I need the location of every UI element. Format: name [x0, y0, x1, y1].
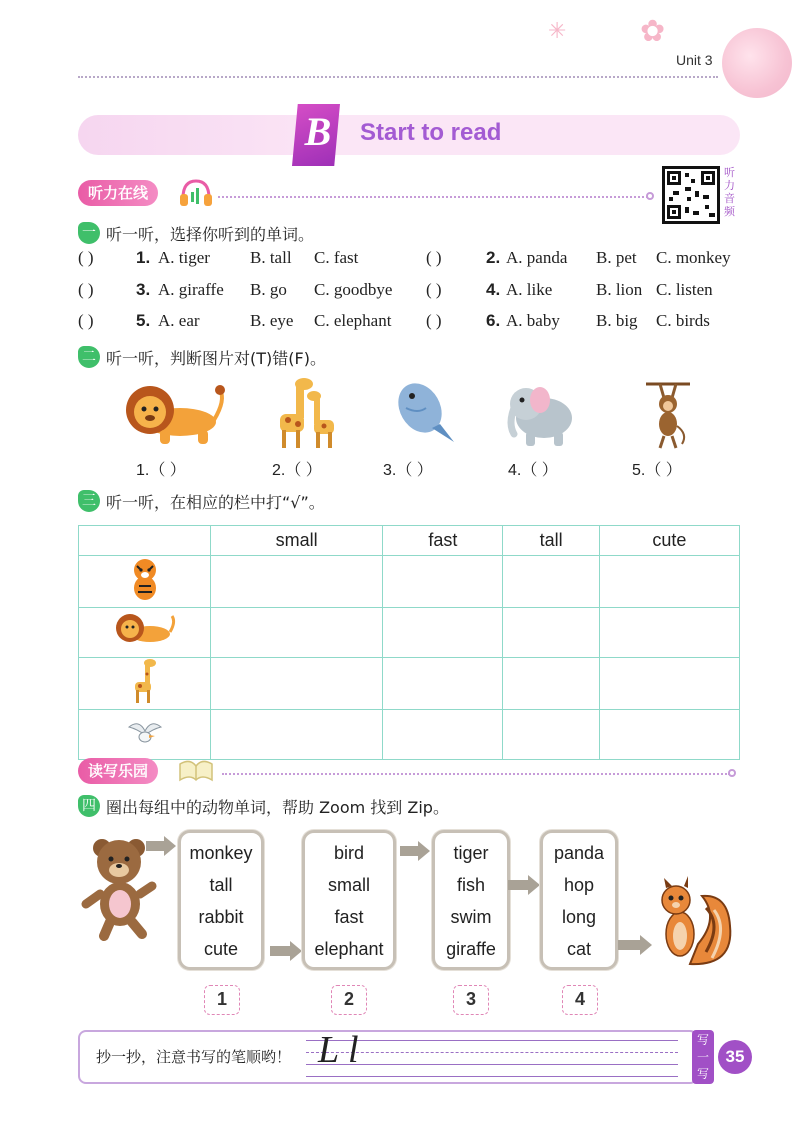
question-instruction: 听一听，选择你听到的单词。 — [106, 225, 315, 244]
giraffe-icon — [129, 658, 161, 704]
divider-dot — [646, 192, 654, 200]
arrow-icon — [618, 940, 642, 950]
word-option[interactable]: fish — [456, 875, 485, 895]
option-b[interactable]: B. eye — [250, 311, 294, 330]
option-b[interactable]: B. big — [596, 311, 638, 330]
tick-cell[interactable] — [211, 710, 383, 760]
headphones-icon — [178, 178, 214, 208]
qr-caption: 听力音频 — [724, 166, 735, 218]
question-number: 一 — [78, 222, 100, 244]
item-number: 4. — [486, 280, 501, 299]
column-header: cute — [599, 526, 739, 556]
option-a[interactable]: A. panda — [506, 248, 568, 267]
word-option[interactable]: long — [561, 907, 597, 927]
answer-paren[interactable]: ( ) — [426, 311, 442, 330]
copy-instruction: 抄一抄，注意书写的笔顺哟！ — [96, 1048, 292, 1066]
tick-cell[interactable] — [211, 608, 383, 658]
bird-icon — [127, 717, 163, 747]
answer-paren[interactable]: ( ) — [426, 248, 442, 267]
word-option[interactable]: bird — [333, 843, 364, 863]
book-icon — [176, 756, 216, 784]
question-instruction: 听一听，在相应的栏中打“√”。 — [106, 493, 325, 512]
qr-pattern-icon — [665, 169, 717, 221]
answer-paren[interactable]: ( ) — [78, 248, 94, 267]
fish-icon — [392, 378, 458, 450]
word-box — [540, 830, 618, 970]
word-option[interactable]: rabbit — [198, 907, 244, 927]
group-number: 4 — [562, 985, 598, 1015]
row-picture — [79, 556, 211, 608]
unit-label: Unit 3 — [676, 52, 713, 68]
model-letters: L l — [318, 1029, 359, 1071]
flower-decoration: ✿ — [640, 15, 666, 48]
question-number: 三 — [78, 490, 100, 512]
divider-dot — [728, 769, 736, 777]
page-number: 35 — [718, 1040, 752, 1074]
question-number: 二 — [78, 346, 100, 368]
tick-cell[interactable] — [211, 556, 383, 608]
row-picture — [79, 710, 211, 760]
qr-code[interactable] — [662, 166, 720, 224]
question-number: 四 — [78, 795, 100, 817]
group-number: 2 — [331, 985, 367, 1015]
answer-blank[interactable]: 4.（ ） — [508, 462, 558, 479]
answer-blank[interactable]: 3.（ ） — [383, 462, 433, 479]
lion-icon — [120, 380, 230, 448]
word-option[interactable]: giraffe — [446, 939, 496, 959]
section-divider — [218, 196, 648, 198]
tiger-icon — [125, 556, 165, 602]
answer-paren[interactable]: ( ) — [78, 280, 94, 299]
option-c[interactable]: C. fast — [314, 248, 359, 267]
word-option[interactable]: small — [327, 875, 370, 895]
tick-cell[interactable] — [503, 556, 599, 608]
decorative-blob — [722, 28, 792, 98]
arrow-icon — [146, 841, 166, 851]
tick-cell[interactable] — [383, 556, 503, 608]
tick-cell[interactable] — [503, 710, 599, 760]
row-picture — [79, 608, 211, 658]
word-option[interactable]: elephant — [314, 939, 384, 959]
banner-title: Start to read — [360, 119, 502, 146]
word-box — [432, 830, 510, 970]
word-option[interactable]: fast — [334, 907, 364, 927]
word-option[interactable]: tiger — [453, 843, 489, 863]
item-number: 1. — [136, 248, 151, 267]
word-box — [302, 830, 396, 970]
answer-blank[interactable]: 1.（ ） — [136, 462, 186, 479]
arrow-icon — [270, 946, 292, 956]
answer-paren[interactable]: ( ) — [78, 311, 94, 330]
word-option[interactable]: cat — [566, 939, 591, 959]
option-a[interactable]: A. like — [506, 280, 553, 299]
tick-cell[interactable] — [211, 658, 383, 710]
question-instruction: 听一听，判断图片对(T)错(F)。 — [106, 349, 326, 368]
option-c[interactable]: C. monkey — [656, 248, 731, 267]
word-option[interactable]: monkey — [189, 843, 253, 863]
column-header: tall — [503, 526, 599, 556]
option-c[interactable]: C. listen — [656, 280, 713, 299]
group-number: 1 — [204, 985, 240, 1015]
reading-tag: 读写乐园 — [78, 758, 158, 784]
section-divider — [222, 773, 730, 775]
word-option[interactable]: cute — [203, 939, 239, 959]
word-option[interactable]: tall — [209, 875, 233, 895]
squirrel-zip-icon — [650, 874, 736, 974]
option-c[interactable]: C. birds — [656, 311, 710, 330]
option-c[interactable]: C. goodbye — [314, 280, 393, 299]
tick-cell[interactable] — [599, 658, 739, 710]
option-b[interactable]: B. tall — [250, 248, 292, 267]
row-picture — [79, 658, 211, 710]
item-number: 3. — [136, 280, 151, 299]
arrow-icon — [508, 880, 530, 890]
tick-cell[interactable] — [599, 710, 739, 760]
answer-blank[interactable]: 2.（ ） — [272, 462, 322, 479]
lion-icon — [112, 610, 178, 650]
tick-table — [78, 525, 740, 760]
question-instruction: 圈出每组中的动物单词，帮助 Zoom 找到 Zip。 — [106, 798, 449, 817]
word-option[interactable]: hop — [563, 875, 595, 895]
section-letter: B — [304, 109, 332, 154]
write-tab: 写一写 — [692, 1030, 714, 1084]
column-header: small — [211, 526, 383, 556]
giraffes-icon — [270, 374, 346, 450]
tick-cell[interactable] — [503, 608, 599, 658]
tick-cell[interactable] — [599, 608, 739, 658]
item-number: 6. — [486, 311, 501, 330]
option-b[interactable]: B. go — [250, 280, 287, 299]
arrow-icon — [400, 846, 420, 856]
option-b[interactable]: B. pet — [596, 248, 637, 267]
option-a[interactable]: A. ear — [158, 311, 200, 330]
tick-cell[interactable] — [383, 658, 503, 710]
tick-cell[interactable] — [503, 658, 599, 710]
option-c[interactable]: C. elephant — [314, 311, 392, 330]
elephant-icon — [500, 378, 580, 450]
item-number: 2. — [486, 248, 501, 267]
tick-cell[interactable] — [383, 710, 503, 760]
answer-blank[interactable]: 5.（ ） — [632, 462, 682, 479]
header-divider — [78, 76, 718, 78]
listening-tag: 听力在线 — [78, 180, 158, 206]
monkey-icon — [644, 380, 692, 450]
answer-paren[interactable]: ( ) — [426, 280, 442, 299]
group-number: 3 — [453, 985, 489, 1015]
option-b[interactable]: B. lion — [596, 280, 643, 299]
table-corner — [79, 526, 211, 556]
tick-cell[interactable] — [383, 608, 503, 658]
option-a[interactable]: A. giraffe — [158, 280, 224, 299]
word-box — [178, 830, 264, 970]
option-a[interactable]: A. baby — [506, 311, 560, 330]
item-number: 5. — [136, 311, 151, 330]
flower-decoration: ✳ — [548, 18, 567, 43]
tick-cell[interactable] — [599, 556, 739, 608]
word-option[interactable]: swim — [450, 907, 492, 927]
word-option[interactable]: panda — [553, 843, 605, 863]
column-header: fast — [383, 526, 503, 556]
option-a[interactable]: A. tiger — [158, 248, 210, 267]
